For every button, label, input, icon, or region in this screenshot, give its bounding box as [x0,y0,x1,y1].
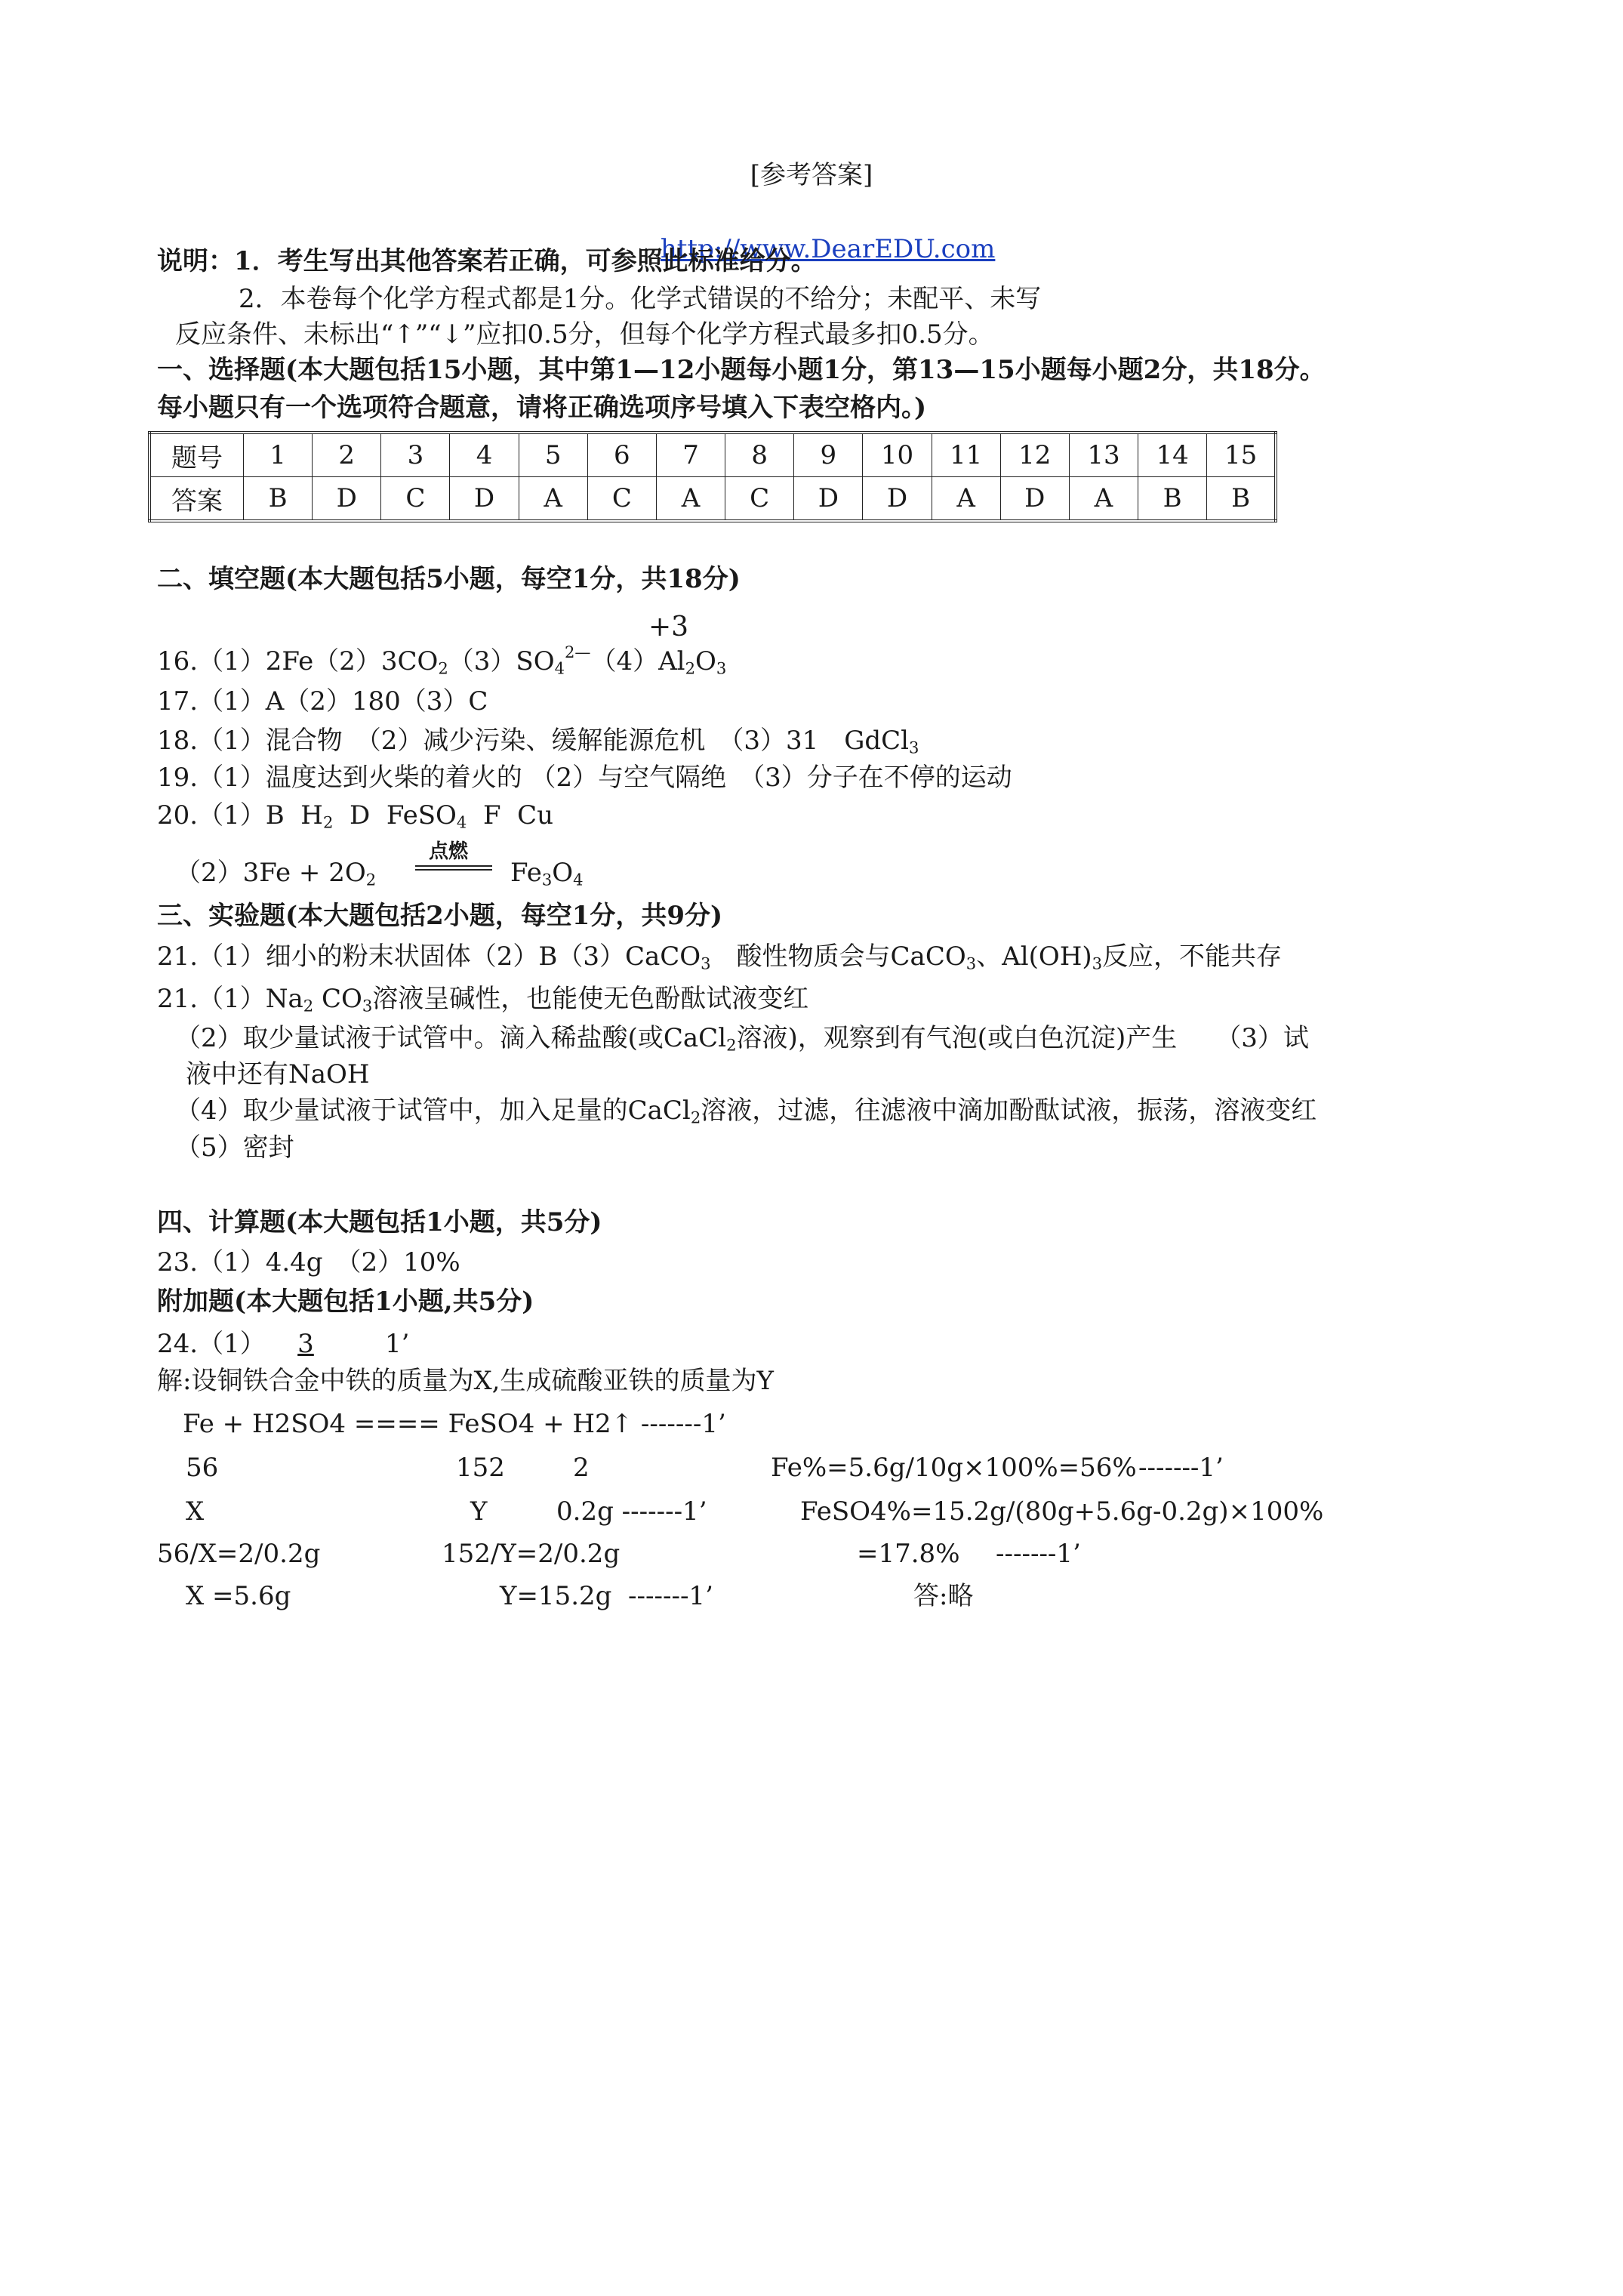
answer-18: 18.（1）混合物 （2）减少污染、缓解能源危机 （3）31 GdCl$_3$ [157,726,919,757]
section-1-heading: 一、选择题(本大题包括15小题，其中第1—12小题每小题1分，第13—15小题每小题2分，共18分。 [157,355,1326,385]
table-cell: 4 [450,433,519,477]
page-title: [参考答案] [750,160,873,190]
answer-24-prefix: 24.（1） [157,1329,266,1359]
answer-omitted: 答:略 [913,1581,974,1611]
answer-21-second-part-3: 液中还有NaOH [186,1059,370,1089]
section-4-heading: 四、计算题(本大题包括1小题，共5分) [157,1207,602,1237]
answer-19: 19.（1）温度达到火柴的着火的 （2）与空气隔绝 （3）分子在不停的运动 [157,763,1012,793]
table-row-questions [149,433,1276,477]
table-cell: B [1207,477,1276,522]
answer-23: 23.（1）4.4g （2）10% [157,1247,460,1277]
calc-row-1-h2: 2 [573,1453,590,1483]
table-cell: 8 [725,433,794,477]
answer-24-blank: 3 [297,1329,314,1359]
table-cell: A [932,477,1000,522]
answer-17: 17.（1）A（2）180（3）C [157,686,488,717]
solution-intro: 解:设铜铁合金中铁的质量为X,生成硫酸亚铁的质量为Y [157,1366,774,1396]
table-cell: C [725,477,794,522]
calc-ratio-y: 152/Y=2/0.2g [442,1539,621,1569]
table-cell: 6 [587,433,656,477]
section-2-heading: 二、填空题(本大题包括5小题，每空1分，共18分) [157,564,741,594]
reaction-condition-label: 点燃 [429,840,469,863]
section-1-instruction: 每小题只有一个选项符合题意，请将正确选项序号填入下表空格内。) [157,393,927,423]
answer-24-mark: 1’ [385,1329,410,1359]
table-cell: 15 [1207,433,1276,477]
table-cell: 11 [932,433,1000,477]
table-cell: D [863,477,932,522]
calc-feso4-result: =17.8% [857,1539,960,1569]
calc-x-result: X =5.6g [186,1581,291,1611]
answer-21-second-part-2: （2）取少量试液于试管中。滴入稀盐酸(或CaCl$_2$溶液)，观察到有气泡(或白色沉淀)产生 （3）试 [175,1023,1309,1055]
table-cell: 7 [656,433,725,477]
section-3-heading: 三、实验题(本大题包括2小题，每空1分，共9分) [157,901,723,931]
answer-21-second-part-1: $21.(1)Na_2$ $CO_3$溶液呈碱性，也能使无色酚酞试液变红 [157,984,809,1015]
answer-21-first: 21.（1）细小的粉末状固体（2）B（3）CaCO$_3$ 酸性物质会与CaCO$_3$、$Al(OH)_3$反应，不能共存 [157,942,1283,973]
table-row-answers [149,477,1276,522]
table-cell: A [1069,477,1138,522]
note-line-3: 反应条件、未标出“↑”“↓”应扣0.5分，但每个化学方程式最多扣0.5分。 [175,319,994,350]
table-cell: C [381,477,450,522]
table-cell: 2 [313,433,381,477]
answer-20-product: $Fe_3O_4$ [510,858,584,889]
table-cell: B [1138,477,1207,522]
calc-fe-percent: Fe%=5.6g/10g×100%=56% [771,1453,1137,1483]
table-cell: 5 [519,433,587,477]
reaction-equals-sign [415,865,492,871]
table-cell: 9 [794,433,863,477]
row-label-answer: 答案 [149,477,244,522]
calc-row-2-y: Y [470,1496,488,1527]
calc-y-result: Y=15.2g -------1’ [500,1581,713,1611]
calc-feso4-percent: FeSO4%=15.2g/(80g+5.6g-0.2g)×100% [800,1496,1324,1527]
calc-row-1-fe: 56 [186,1453,219,1483]
calc-mark-1: -------1’ [1138,1453,1224,1483]
answer-20-part-2: $(2)3Fe + 2O_2$ [175,858,377,889]
valence-mark: +3 [648,612,689,643]
answer-21-second-part-4: （4）取少量试液于试管中，加入足量的CaCl$_2$溶液，过滤，往滤液中滴加酚酞试液，振荡，溶液变红 [175,1096,1317,1127]
table-cell: A [519,477,587,522]
note-line-1-text: 说明：1．考生写出其他答案若正确，可参照此标准给分。 [157,246,817,276]
calc-mark-2: -------1’ [996,1539,1081,1569]
table-cell: D [1000,477,1069,522]
note-line-2: 2．本卷每个化学方程式都是1分。化学式错误的不给分；未配平、未写 [239,284,1042,314]
table-cell: 10 [863,433,932,477]
answer-table [148,431,1277,522]
table-cell: 13 [1069,433,1138,477]
reaction-equation: Fe + H2SO4 ==== FeSO4 + H2↑ -------1’ [183,1409,726,1439]
table-cell: B [244,477,313,522]
note-line-1 [157,248,817,274]
calc-row-2-mass: 0.2g -------1’ [556,1496,707,1527]
extra-section-heading: 附加题(本大题包括1小题,共5分) [157,1287,534,1317]
answer-20-part-1: 20.（1）B $H_2$ D FeSO$_4$ F Cu [157,800,554,832]
table-cell: C [587,477,656,522]
table-cell: D [313,477,381,522]
table-cell: 14 [1138,433,1207,477]
calc-row-1-feso4: 152 [456,1453,505,1483]
calc-ratio-x: 56/X=2/0.2g [157,1539,321,1569]
table-cell: A [656,477,725,522]
calc-row-2-x: X [186,1496,205,1527]
row-label-question: 题号 [149,433,244,477]
answer-21-second-part-5: （5）密封 [175,1133,294,1163]
table-cell: 1 [244,433,313,477]
answer-16: $16.(1)2Fe(2)3CO_2(3)SO_4^{2—}(4)Al_2O_3$ [157,643,727,678]
source-link[interactable]: http://www.DearEDU.com [660,234,996,264]
table-cell: D [794,477,863,522]
table-cell: D [450,477,519,522]
table-cell: 12 [1000,433,1069,477]
table-cell: 3 [381,433,450,477]
